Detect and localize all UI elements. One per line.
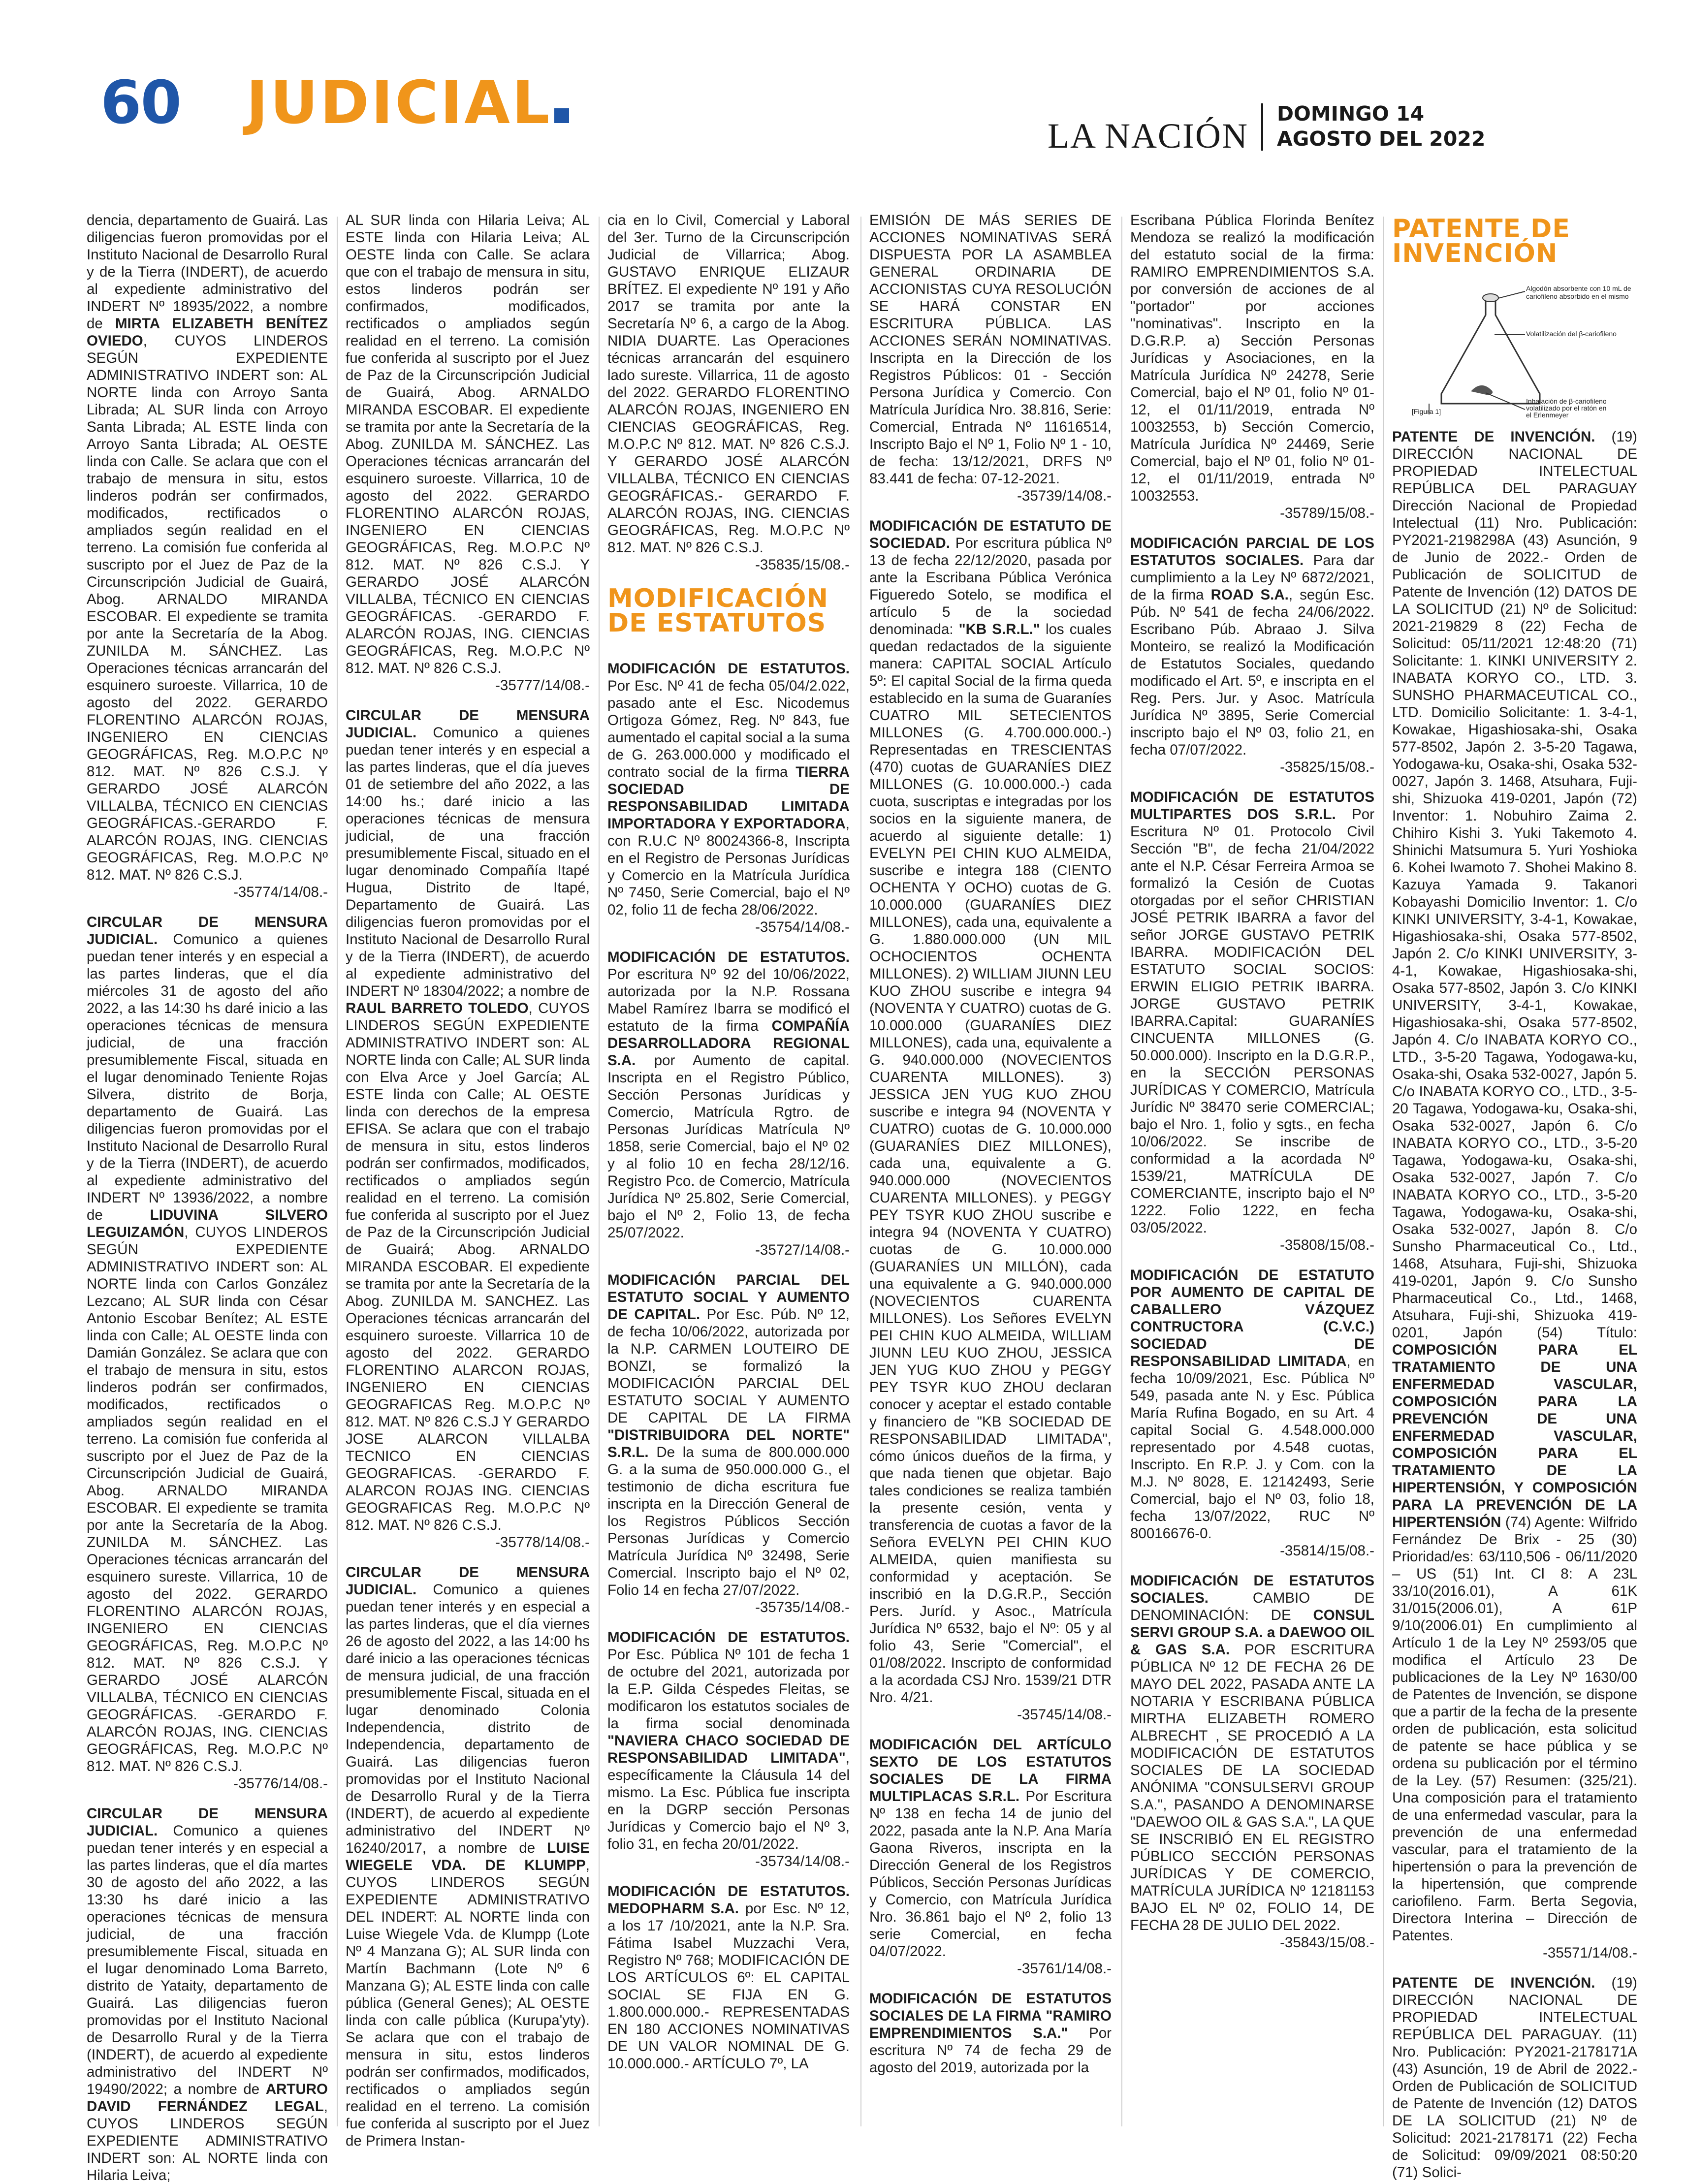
notice-heading: MODIFICACIÓN DE ESTATUTOS.	[607, 661, 850, 677]
notice	[869, 517, 1112, 1723]
notice	[607, 1271, 850, 1616]
notice-text: Por Esc. Púb. Nº 12, de fecha 10/06/2022, autorizada por la N.P. CARMEN LOUTEIRO DE BONZI, se formalizó la MODIFICACIÓN PARCIAL DEL ESTATUTO SOCIAL Y AUMENTO DE CAPITAL DE LA FIRMA	[607, 1306, 850, 1426]
section-header-modificacion: MODIFICACIÓN DE ESTATUTOS	[607, 584, 828, 638]
figure-text-2: cariofileno absorbido en el mismo	[1526, 292, 1629, 300]
figure-text-1: Algodón absorbente con 10 mL de	[1526, 285, 1631, 292]
notice-name: ARTURO DAVID FERNÁNDEZ LEGAL	[87, 2081, 328, 2115]
notice-name: CONSUL SERVI GROUP S.A. a DAEWOO OIL & GAS S.A.	[1130, 1607, 1374, 1658]
notice-text: , en fecha 10/09/2021, Esc. Pública Nº 549, pasada ante N. y Esc. Pública María Rufina Bogado, en su Art. 4 capital Social G. 4.548.000.000 representado por 4.548 cuotas, Inscripto. En R.P. J. y Com. con la M.J. Nº 8028, E. 12142493, Serie Comercial, bajo el Nº 03, folio 18, fecha 13/07/2022, RUC Nº 80016676-0.	[1130, 1353, 1374, 1542]
notice-heading: MODIFICACIÓN DE ESTATUTO DE SOCIEDAD.	[869, 518, 1112, 551]
notice-text: Escribana Pública Florinda Benítez Mendoza se realizó la modificación del estatuto social de la firma: RAMIRO EMPRENDIMIENTOS S.A. por conversión de acciones de al "portador" por acciones "nominativas". Inscripto en la D.G.R.P. a) Sección Personas Jurídicas y Asociaciones, en la Matrícula Jurídica Nº 24278, Serie Comercial, bajo el Nº 01, folio Nº 01-12, el 01/11/2019, entrada Nº 10032553, b) Sección Comercio, Matrícula Jurídica Nº 24469, Serie Comercial, bajo el Nº 01, folio Nº 01-12, el 01/11/2019, entrada Nº 10032553.	[1130, 212, 1374, 504]
column-rule	[860, 217, 861, 2126]
notice-heading: MODIFICACIÓN DE ESTATUTOS MULTIPARTES DOS S.R.L.	[1130, 789, 1374, 823]
notice-heading: PATENTE DE INVENCIÓN.	[1392, 429, 1595, 445]
notice-name: "DISTRIBUIDORA DEL NORTE" S.R.L.	[607, 1427, 850, 1460]
dateline	[1277, 101, 1485, 152]
notice-text: Comunico a quienes puedan tener interés y en especial a las partes linderas, que el día jueves 01 de setiembre del año 2022, a las 14:00 hs.; daré inicio a las operaciones técnicas de mensura judicial, de una fracción presumiblemente Fiscal, situado en el lugar denominado Compañía Itapé Hugua, Distrito de Itapé, Departamento de Guairá. Las diligencias fueron promovidas por el Instituto Nacional de Desarrollo Rural y de la Tierra (INDERT), de acuerdo al expediente administrativo del INDERT Nº 18304/2022; a nombre de	[346, 725, 590, 999]
notice-ref: -35745/14/08.-	[1017, 1707, 1112, 1723]
notice-text: Por escritura Nº 92 del 10/06/2022, autorizada por la N.P. Rossana Mabel Ramírez Ibarra se modificó el estatuto de la firma	[607, 966, 850, 1034]
notice	[1392, 1974, 1637, 2181]
brand-logo: LA NACIÓN	[1048, 116, 1248, 156]
notice	[869, 1990, 1112, 2076]
notice-ref: -35754/14/08.-	[755, 919, 850, 935]
notice-text: Por Esc. Nº 41 de fecha 05/04/2.022, pasado ante el Esc. Nicodemus Ortigoza Gómez, Reg. Nº 843, fue aumentado el capital social a la suma de G. 263.000.000 y modificado el contrato social de la firma	[607, 678, 850, 780]
notice-text: Para dar cumplimiento a la Ley Nº 6872/2021, de la firma	[1130, 552, 1374, 603]
notice	[1130, 535, 1374, 776]
column-1	[87, 212, 328, 2184]
notice	[607, 212, 850, 573]
notice-ref: -35734/14/08.-	[755, 1853, 850, 1869]
notice-heading: CIRCULAR DE MENSURA JUDICIAL.	[346, 1564, 590, 1598]
notice	[87, 212, 328, 901]
notice-heading: CIRCULAR DE MENSURA JUDICIAL.	[87, 1805, 328, 1839]
notice-text: Por Escritura Nº 01. Protocolo Civil Sección "B", de fecha 21/04/2022 ante el N.P. César Ferreira Armoa se formalizó la Cesión de Cuotas otorgadas por el señor CHRISTIAN JOSÉ PETRIK IBARRA a favor del señor JORGE GUSTAVO PETRIK IBARRA. MODIFICACIÓN DEL ESTATUTO SOCIAL SOCIOS: ERWIN ELIGIO PETRIK IBARRA. JORGE GUSTAVO PETRIK IBARRA.Capital: GUARANÍES CINCUENTA MILLONES (G. 50.000.000). Inscripto en la D.G.R.P., en la SECCIÓN PERSONAS JURÍDICAS Y COMERCIO, Matrícula Jurídic Nº 38470 serie COMERCIAL; bajo el Nro. 1, folio y sgts., en fecha 10/06/2022. Se inscribe de conformidad a la acordada Nº 1539/21, MATRÍCULA DE COMERCIANTE, inscripto bajo el Nº 1222. Folio 1222, en fecha 03/05/2022.	[1130, 806, 1374, 1236]
notice	[607, 660, 850, 936]
notice-text: , CUYOS LINDEROS SEGÚN EXPEDIENTE ADMINISTRATIVO INDERT son: AL NORTE linda con Calle; AL SUR linda con Elva Arce y Joel García; AL ESTE linda con Calle; AL OESTE linda con derechos de la empresa EFISA. Se aclara que con el trabajo de mensura in situ, estos linderos podrán ser confirmados, modificados, rectificados o ampliados según realidad en el terreno. La comisión fue conferida al suscripto por el Juez de Paz de la Circunscripción Judicial de Guairá; Abog. ARNALDO MIRANDA ESCOBAR. El expediente se tramita por ante la Secretaría de la Abog. ZUNILDA M. SANCHEZ. Las Operaciones técnicas arrancarán del esquinero suroeste. Villarrica 10 de agosto del 2022. GERARDO FLORENTINO ALARCON ROJAS, INGENIERO EN CIENCIAS GEOGRAFICAS Reg. M.O.P.C Nº 812. MAT. Nº 826 C.S.J Y GERARDO JOSE ALARCON VILLALBA TECNICO EN CIENCIAS GEOGRAFICAS. -GERARDO F. ALARCON ROJAS ING. CIENCIAS GEOGRAFICAS Reg. M.O.P.C Nº 812. MAT. Nº 826 C.S.J.	[346, 1000, 590, 1533]
column-2	[346, 212, 590, 2149]
notice-text: Comunico a quienes puedan tener interés y en especial a las partes linderas, que el día martes 30 de agosto del año 2022, a las 13:30 hs daré inicio a las operaciones técnicas de mensura judicial, de una fracción presumiblemente Fiscal, situada en el lugar denominado Loma Barreto, distrito de Yataity, departamento de Guairá. Las diligencias fueron promovidas por el Instituto Nacional de Desarrollo Rural y de la Tierra (INDERT), de acuerdo al expediente administrativo del INDERT Nº 19490/2022; a nombre de	[87, 1823, 328, 2097]
notice	[607, 1883, 850, 2072]
notice-text: por Aumento de capital. Inscripta en el Registro Público, Sección Personas Jurídicas y Comercio, Matrícula Rgtro. de Personas Jurídicas Matrícula Nº 1858, serie Comercial, bajo el Nº 02 y al folio 10 en fecha 28/12/16. Registro Pco. de Comercio, Matrícula Jurídica Nº 25.802, Serie Comercial, bajo el Nº 2, Folio 13, de fecha 25/07/2022.	[607, 1052, 850, 1241]
notice-text: De la suma de 800.000.000 G. a la suma de 950.000.000 G., el testimonio de dicha escritura fue inscripta en la Dirección General de los Registros Públicos Sección Personas Jurídicas y Comercio Matrícula Jurídica Nº 32498, Serie Comercial. Inscripto bajo el Nº 02, Folio 14 en fecha 27/07/2022.	[607, 1444, 850, 1598]
notice-heading: CIRCULAR DE MENSURA JUDICIAL.	[346, 707, 590, 741]
notice	[346, 707, 590, 1551]
notice-ref: -35735/14/08.-	[755, 1599, 850, 1615]
notice-ref: -35777/14/08.-	[495, 677, 590, 694]
section-header-patente: PATENTE DE INVENCIÓN	[1392, 214, 1570, 268]
notice-ref: -35789/15/08.-	[1280, 505, 1374, 521]
notice-ref: -35814/15/08.-	[1280, 1543, 1374, 1559]
notice-text: , CUYOS LINDEROS SEGÚN EXPEDIENTE ADMINISTRATIVO INDERT son: AL NORTE linda con Arroyo Santa Librada; AL SUR linda con Arroyo Santa Librada; AL ESTE linda con Arroyo Santa Librada; AL OESTE linda con Calle. Se aclara que con el trabajo de mensura in situ, estos linderos podrán ser confirmados, modificados, rectificados o ampliados según realidad en el terreno. La comisión fue conferida al suscripto por el Juez de Paz de la Circunscripción Judicial de Guairá, Abog. ARNALDO MIRANDA ESCOBAR. El expediente se tramita por ante la Secretaría de la Abog. ZUNILDA M. SÁNCHEZ. Las Operaciones técnicas arrancarán del esquinero suroeste. Villarrica, 10 de agosto del 2022. GERARDO FLORENTINO ALARCÓN ROJAS, INGENIERO EN CIENCIAS GEOGRÁFICAS, Reg. M.O.P.C Nº 812. MAT. Nº 826 C.S.J. Y GERARDO JOSÉ ALARCÓN VILLALBA, TÉCNICO EN CIENCIAS GEOGRÁFICAS.-GERARDO F. ALARCÓN ROJAS, ING. CIENCIAS GEOGRÁFICAS, Reg. M.O.P.C Nº 812. MAT. Nº 826 C.S.J.	[87, 333, 328, 883]
notice-text: (19) DIRECCIÓN NACIONAL DE PROPIEDAD INTELECTUAL REPÚBLICA DEL PARAGUAY. (11) Nro. Publicación: PY2021-2178171A (43) Asunción, 19 de Abril de 2022.- Orden de Publicación de SOLICITUD de Patente de Invención (12) DATOS DE LA SOLICITUD (21) Nº de Solicitud: 2021-2178171 (22) Fecha de Solicitud: 09/09/2021 08:50:20 (71) Solici-	[1392, 1975, 1637, 2181]
notice-ref: -35774/14/08.-	[233, 884, 328, 900]
notice-ref: -35761/14/08.-	[1017, 1961, 1112, 1977]
notice-heading: MODIFICACIÓN DE ESTATUTOS.	[607, 1629, 850, 1646]
notice-text: cia en lo Civil, Comercial y Laboral del 3er. Turno de la Circunscripción Judicial de Villarrica; Abog. GUSTAVO ENRIQUE ELIZAUR BRÍTEZ. El expediente Nº 191 y Año 2017 se tramita por ante la Secretaría Nº 6, a cargo de la Abog. NIDIA DUARTE. Las Operaciones técnicas arrancarán del esquinero lado sureste. Villarrica, 11 de agosto del 2022. GERARDO FLORENTINO ALARCÓN ROJAS, INGENIERO EN CIENCIAS GEOGRÁFICAS, Reg. M.O.P.C Nº 812. MAT. Nº 826 C.S.J. Y GERARDO JOSÉ ALARCÓN VILLALBA, TÉCNICO EN CIENCIAS GEOGRÁFICAS.- GERARDO F. ALARCÓN ROJAS, ING. CIENCIAS GEOGRÁFICAS, Reg. M.O.P.C Nº 812. MAT. Nº 826 C.S.J.	[607, 212, 850, 556]
notice-text: , CUYOS LINDEROS SEGÚN EXPEDIENTE ADMINISTRATIVO INDERT son: AL NORTE linda con Carlos González Lezcano; AL SUR linda con César Antonio Escobar Benítez; AL ESTE linda con Calle; AL OESTE linda con Damián González. Se aclara que con el trabajo de mensura in situ, estos linderos podrán ser confirmados, modificados, rectificados o ampliados según realidad en el terreno. La comisión fue conferida al suscripto por el Juez de Paz de la Circunscripción Judicial de Guairá, Abog. ARNALDO MIRANDA ESCOBAR. El expediente se tramita por ante la Secretaría de la Abog. ZUNILDA M. SÁNCHEZ. Las Operaciones técnicas arrancarán del esquinero sureste. Villarrica, 10 de agosto del 2022. GERARDO FLORENTINO ALARCÓN ROJAS, INGENIERO EN CIENCIAS GEOGRÁFICAS, Reg. M.O.P.C Nº 812. MAT. Nº 826 C.S.J. Y GERARDO JOSÉ ALARCÓN VILLALBA, TÉCNICO EN CIENCIAS GEOGRÁFICAS. -GERARDO F. ALARCÓN ROJAS, ING. CIENCIAS GEOGRÁFICAS, Reg. M.O.P.C Nº 812. MAT. Nº 826 C.S.J.	[87, 1224, 328, 1774]
notice-ref: -35808/15/08.-	[1280, 1237, 1374, 1253]
figure-text-3: Volatilización del β-cariofileno	[1526, 330, 1617, 338]
notice	[607, 1629, 850, 1870]
notice-ref: -35843/15/08.-	[1280, 1934, 1374, 1951]
notice	[87, 914, 328, 1792]
masthead-divider	[1261, 103, 1263, 151]
notice-heading: MODIFICACIÓN DE ESTATUTOS SOCIALES DE LA FIRMA "RAMIRO EMPRENDIMIENTOS S.A."	[869, 1991, 1112, 2041]
notice-name: LUISE WIEGELE VDA. DE KLUMPP	[346, 1840, 590, 1873]
notice-text: (19) DIRECCIÓN NACIONAL DE PROPIEDAD INTELECTUAL REPÚBLICA DEL PARAGUAY Dirección Nacional de Propiedad Intelectual (11) Nro. Publicación: PY2021-2198298A (43) Asunción, 9 de Junio de 2022.- Orden de Publicación de SOLICITUD de Patente de Invención (12) DATOS DE LA SOLICITUD (21) Nº de Solicitud: 2021-219829 8 (22) Fecha de Solicitud: 05/11/2021 12:48:20 (71) Solicitante: 1. KINKI UNIVERSITY 2. INABATA KORYO CO., LTD. 3. SUNSHO PHARMACEUTICAL CO., LTD. Domicilio Solicitante: 1. 3-4-1, Kowakae, Higashiosaka-shi, Osaka 577-8502, Japón 2. 3-5-20 Tagawa, Yodogawa-ku, Osaka-shi, Osaka 532-0027, Japón 3. 1468, Atsuhara, Fuji-shi, Shizuoka 419-0201, Japón (72) Inventor: 1. Nobuhiro Zaima 2. Chihiro Kishi 3. Yuki Takemoto 4. Shinichi Matsumura 5. Yuri Yoshioka 6. Kohei Iwamoto 7. Shohei Makino 8. Kazuya Yamada 9. Takanori Kobayashi Domicilio Inventor: 1. C/o KINKI UNIVERSITY, 3-4-1, Kowakae, Higashiosaka-shi, Osaka 577-8502, Japón 2. C/o KINKI UNIVERSITY, 3-4-1, Kowakae, Higashiosaka-shi, Osaka 577-8502, Japón 3. C/o KINKI UNIVERSITY, 3-4-1, Kowakae, Higashiosaka-shi, Osaka 577-8502, Japón 4. C/o INABATA KORYO CO., LTD., 3-5-20 Tagawa, Yodogawa-ku, Osaka-shi, Osaka 532-0027, Japón 5. C/o INABATA KORYO CO., LTD., 3-5-20 Tagawa, Yodogawa-ku, Osaka-shi, Osaka 532-0027, Japón 6. C/o INABATA KORYO CO., LTD., 3-5-20 Tagawa, Yodogawa-ku, Osaka-shi, Osaka 532-0027, Japón 7. C/o INABATA KORYO CO., LTD., 3-5-20 Tagawa, Yodogawa-ku, Osaka-shi, Osaka 532-0027, Japón 8. C/o Sunsho Pharmaceutical Co., Ltd., 1468, Atsuhara, Fuji-shi, Shizuoka 419-0201, Japón 9. C/o Sunsho Pharmaceutical Co., Ltd., 1468, Atsuhara, Fuji-shi, Shizuoka 419-0201, Japón (54) Título:	[1392, 429, 1637, 1341]
notice-text: los cuales quedan redactados de la siguiente manera: CAPITAL SOCIAL Artículo 5º: El capital Social de la firma queda establecido en la suma de Guaraníes CUATRO MIL SETECIENTOS MILLONES (G. 4.700.000.000.-) Representadas en TRESCIENTAS (470) cuotas de GUARANÍES DIEZ MILLONES (G. 10.000.000.-) cada cuota, suscriptas e integradas por los socios en la siguiente manera, de acuerdo al siguiente detalle: 1) EVELYN PEI CHIN KUO ALMEIDA, suscribe e integra 188 (CIENTO OCHENTA Y OCHO) cuotas de G. 10.000.000 (GUARANÍES DIEZ MILLONES), cada una, equivalente a G. 1.880.000.000 (UN MIL OCHOCIENTOS OCHENTA MILLONES). 2) WILLIAM JIUNN LEU KUO ZHOU suscribe e integra 94 (NOVENTA Y CUATRO) cuotas de G. 10.000.000 (GUARANÍES DIEZ MILLONES), cada una, equivalente a G. 940.000.000 (NOVECIENTOS CUARENTA MILLONES). 3) JESSICA JEN YUG KUO ZHOU suscribe e integra 94 (NOVENTA Y CUATRO) cuotas de G. 10.000.000 (GUARANÍES DIEZ MILLONES), cada una, equivalente a G. 940.000.000 (NOVECIENTOS CUARENTA MILLONES). y PEGGY PEY TSYR KUO ZHOU suscribe e integra 94 (NOVENTA Y CUATRO) cuotas de G. 10.000.000 (GUARANÍES UN MILLÓN), cada una equivalente a G. 940.000.000 (NOVECIENTOS CUARENTA MILLONES). Los Señores EVELYN PEI CHIN KUO ALMEIDA, WILLIAM JIUNN LEU KUO ZHOU, JESSICA JEN YUG KUO ZHOU y PEGGY PEY TSYR KUO ZHOU declaran conocer y aceptar el estado contable y financiero de "KB SOCIEDAD DE RESPONSABILIDAD LIMITADA", cómo únicos dueños de la firma, y que nada tienen que objetar. Bajo tales condiciones se realiza también la presente cesión, venta y transferencia de cuotas a favor de la Señora EVELYN PEI CHIN KUO ALMEIDA, quien manifiesta su conformidad y aceptación. Se inscribió en la D.G.R.P., Sección Pers. Juríd. y Asoc., Matrícula Jurídica Nº 6532, bajo el Nº: 05 y al folio 43, Serie "Comercial", el 01/08/2022. Inscripto de conformidad a la acordada CSJ Nro. 1539/21 DTR Nro. 4/21.	[869, 621, 1112, 1706]
notice-text: dencia, departamento de Guairá. Las diligencias fueron promovidas por el Instituto Nacional de Desarrollo Rural y de la Tierra (INDERT), de acuerdo al expediente administrativo del INDERT Nº 18935/2022, a nombre de	[87, 212, 328, 332]
notice-ref: -35776/14/08.-	[233, 1775, 328, 1792]
notice-heading: PATENTE DE INVENCIÓN.	[1392, 1975, 1595, 1991]
dateline-day: DOMINGO 14	[1277, 102, 1425, 126]
column-3	[607, 212, 850, 2126]
notice-text: POR ESCRITURA PÚBLICA Nº 12 DE FECHA 26 DE MAYO DEL 2022, PASADA ANTE LA NOTARIA Y ESCRIBANA PÚBLICA MIRTHA ELIZABETH ROMERO ALBRECHT , SE PROCEDIÓ A LA MODIFICACIÓN DE ESTATUTOS SOCIALES DE LA SOCIEDAD ANÓNIMA "CONSULSERVI GROUP S.A.", PASANDO A DENOMINARSE "DAEWOO OIL & GAS S.A.", LA QUE SE INSCRIBIÓ EN EL REGISTRO PÚBLICO SECCIÓN PERSONAS JURÍDICAS Y DE COMERCIO, MATRÍCULA JURÍDICA Nº 12181153 BAJO EL Nº 02, FOLIO 14, DE FECHA 28 DE JULIO DEL 2022.	[1130, 1642, 1374, 1933]
notice-text: , específicamente la Cláusula 14 del mismo. La Esc. Pública fue inscripta en la DGRP sección Personas Jurídicas y Comercio bajo el Nº 3, folio 31, en fecha 20/01/2022.	[607, 1750, 850, 1852]
notice-name: RAUL BARRETO TOLEDO	[346, 1000, 529, 1016]
notice	[607, 949, 850, 1259]
notice	[869, 1736, 1112, 1977]
notice-heading: MODIFICACIÓN DEL ARTÍCULO SEXTO DE LOS ESTATUTOS SOCIALES DE LA FIRMA MULTIPLACAS S.R.L.	[869, 1737, 1112, 1804]
notice-name: LIDUVINA SILVERO LEGUIZAMÓN	[87, 1207, 328, 1240]
notice-ref: -35835/15/08.-	[755, 557, 850, 573]
notice	[1130, 1572, 1374, 1951]
notice-text: Por escritura Nº 74 de fecha 29 de agosto del 2019, autorizada por la	[869, 2025, 1112, 2076]
column-rule	[1383, 217, 1384, 2126]
notice-heading: MODIFICACIÓN DE ESTATUTO POR AUMENTO DE CAPITAL DE CABALLERO VÁZQUEZ CONTRUCTORA (C.V.C.) SOCIEDAD DE RESPONSABILIDAD LIMITADA	[1130, 1267, 1374, 1369]
notice-name: ROAD S.A.	[1210, 587, 1289, 603]
notice-name: MIRTA ELIZABETH BENÍTEZ OVIEDO	[87, 316, 328, 349]
figure-caption-2: volatilizado por el ratón en	[1526, 404, 1607, 412]
notice	[1130, 1266, 1374, 1559]
notice	[1392, 428, 1637, 1962]
notice	[87, 1805, 328, 2184]
notice-text: , CUYOS LINDEROS SEGÚN EXPEDIENTE ADMINISTRATIVO INDERT son: AL NORTE linda con Hilaria Leiva;	[87, 2098, 328, 2184]
notice-text: Comunico a quienes puedan tener interés y en especial a las partes linderas, que el día viernes 26 de agosto del 2022, a las 14:00 hs daré inicio a las operaciones técnicas de mensura judicial, de una fracción presumiblemente Fiscal, situada en el lugar denominado Colonia Independencia, distrito de Independencia, departamento de Guairá. Las diligencias fueron promovidas por el Instituto Nacional de Desarrollo Rural y de la Tierra (INDERT), de acuerdo al expediente administrativo del INDERT Nº 16240/2017, a nombre de	[346, 1582, 590, 1856]
notice-name: "KB S.R.L."	[958, 621, 1040, 637]
notice-text: , con R.U.C Nº 80024366-8, Inscripta en el Registro de Personas Jurídicas y Comercio en la Matrícula Jurídica Nº 7450, Serie Comercial, bajo el Nº 02, folio 11 de fecha 28/06/2022.	[607, 816, 850, 918]
notice-text: por Esc. Nº 12, a los 17 /10/2021, ante la N.P. Sra. Fátima Isabel Muzzachi Vera, Registro Nº 768; MODIFICACIÓN DE LOS ARTÍCULOS 6º: EL CAPITAL SOCIAL SE FIJA EN G. 1.800.000.000.- REPRESENTADAS EN 180 ACCIONES NOMINATIVAS DE UN VALOR NOMINAL DE G. 10.000.000.- ARTÍCULO 7º, LA	[607, 1900, 850, 2072]
notice-text: , según Esc. Púb. Nº 541 de fecha 24/06/2022. Escribano Púb. Abraao J. Silva Monteiro, se realizó la Modificación de Estatutos Sociales, quedando modificado el Art. 5º, e inscripta en el Reg. Pers. Jur. y Asoc. Matrícula Jurídica Nº 3895, Serie Comercial inscripto bajo el Nº 03, folio 21, en fecha 07/07/2022.	[1130, 587, 1374, 758]
notice-ref: -35727/14/08.-	[755, 1242, 850, 1258]
section-title-text: JUDICIAL	[246, 69, 552, 137]
notice-text: Por escritura pública Nº 13 de fecha 22/12/2020, pasada por ante la Escribana Pública Verónica Figueredo Sotelo, se modifica el artículo 5 de la sociedad denominada:	[869, 535, 1112, 637]
column-rule	[1121, 217, 1122, 2126]
notice-heading: MODIFICACIÓN PARCIAL DE LOS ESTATUTOS SOCIALES.	[1130, 535, 1374, 569]
column-4	[869, 212, 1112, 2126]
column-rule	[599, 217, 600, 2126]
notice-name: COMPAÑÍA DESARROLLADORA REGIONAL S.A.	[607, 1018, 850, 1069]
notice-ref: -35825/15/08.-	[1280, 759, 1374, 775]
figure-caption-1: Inhalación de β-cariofileno	[1526, 397, 1607, 405]
dateline-month: AGOSTO DEL 2022	[1277, 127, 1486, 151]
notice-ref: -35739/14/08.-	[1017, 488, 1112, 504]
notice-ref: -35571/14/08.-	[1543, 1945, 1637, 1961]
column-6	[1392, 214, 1637, 2181]
section-title	[246, 69, 569, 137]
notice-name: TIERRA SOCIEDAD DE RESPONSABILIDAD LIMITADA IMPORTADORA Y EXPORTADORA	[607, 764, 850, 832]
notice-title: COMPOSICIÓN PARA EL TRATAMIENTO DE UNA ENFERMEDAD VASCULAR, COMPOSICIÓN PARA LA PREVENCIÓN DE UNA ENFERMEDAD VASCULAR, COMPOSICIÓN PARA EL TRATAMIENTO DE LA HIPERTENSIÓN, Y COMPOSICIÓN PARA LA PREVENCIÓN DE LA HIPERTENSIÓN	[1392, 1342, 1637, 1530]
notice-heading: MODIFICACIÓN DE ESTATUTOS.	[607, 949, 850, 965]
notice-text: Por Escritura Nº 138 en fecha 14 de junio del 2022, pasada ante la N.P. Ana María Gaona Riveros, inscripta en la Dirección General de los Registros Públicos, Sección Personas Jurídicas y Comercio, con Matrícula Jurídica Nro. 36.861 bajo el Nº 2, folio 13 serie Comercial, en fecha 04/07/2022.	[869, 1788, 1112, 1960]
figure-caption-3: el Erlenmeyer	[1526, 411, 1569, 419]
notice	[1130, 212, 1374, 522]
notice-text: , CUYOS LINDEROS SEGÚN EXPEDIENTE ADMINISTRATIVO DEL INDERT: AL NORTE linda con Luise Wiegele Vda. de Klumpp (Lote Nº 4 Manzana G); AL SUR linda con Martín Bachmann (Lote Nº 6 Manzana G); AL ESTE linda con calle pública (General Genes); AL OESTE linda con calle pública (Kurupa'yty). Se aclara que con el trabajo de mensura in situ, estos linderos podrán ser confirmados, modificados, rectificados o ampliados según realidad en el terreno. La comisión fue conferida al suscripto por el Juez de Primera Instan-	[346, 1857, 590, 2149]
section-dot-icon	[554, 108, 569, 123]
column-5	[1130, 212, 1374, 2126]
notice-heading: CIRCULAR DE MENSURA JUDICIAL.	[87, 914, 328, 948]
notice-text: Comunico a quienes puedan tener interés y en especial a las partes linderas, que el día miércoles 31 de agosto del año 2022, a las 14:30 hs daré inicio a las operaciones técnicas de mensura judicial, de una fracción presumiblemente Fiscal, situada en el lugar denominado Teniente Rojas Silvera, distrito de Borja, departamento de Guairá. Las diligencias fueron promovidas por el Instituto Nacional de Desarrollo Rural y de la Tierra (INDERT), de acuerdo al expediente administrativo del INDERT Nº 13936/2022, a nombre de	[87, 931, 328, 1223]
notice-text: CAMBIO DE DENOMINACIÓN: DE	[1130, 1590, 1374, 1623]
notice	[869, 212, 1112, 505]
notice-text: (74) Agente: Wilfrido Fernández De Brix - 25 (30) Prioridad/es: 63/110,506 - 06/11/2020 – US (51) Int. Cl 8: A 23L 33/10(2016.01), A 61K 31/015(2006.01), A 61P 9/10(2006.01) En cumplimiento al Artículo 1 de la Ley Nº 2593/05 que modifica el Artículo 23 De publicaciones de la Ley Nº 1630/00 de Patentes de Invención, se dispone que a partir de la fecha de la presente orden de publicación, esta solicitud de patente se hace pública y se ordena su publicación por el término de la Ley. (57) Resumen: (325/21). Una composición para el tratamiento de una enfermedad vascular, para la prevención de una enfermedad vascular, para el tratamiento de la hipertensión o para la prevención de la hipertensión, que comprende cariofileno. Farm. Berta Segovia, Directora Interina – Dirección de Patentes.	[1392, 1514, 1637, 1944]
notice-heading: MODIFICACIÓN PARCIAL DEL ESTATUTO SOCIAL Y AUMENTO DE CAPITAL.	[607, 1272, 850, 1323]
notice-heading: MODIFICACIÓN DE ESTATUTOS SOCIALES.	[1130, 1573, 1374, 1606]
page-number: 60	[100, 69, 181, 137]
figure-label: [Figura 1]	[1412, 408, 1441, 415]
notice-ref: -35778/14/08.-	[495, 1534, 590, 1551]
column-rule	[337, 217, 338, 2126]
notice-text: AL SUR linda con Hilaria Leiva; AL ESTE linda con Hilaria Leiva; AL OESTE linda con Calle. Se aclara que con el trabajo de mensura in situ, estos linderos podrán ser confirmados, modificados, rectificados o ampliados según realidad en el terreno. La comisión fue conferida al suscripto por el Juez de Paz de la Circunscripción Judicial de Guairá, Abog. ARNALDO MIRANDA ESCOBAR. El expediente se tramita por ante la Secretaría de la Abog. ZUNILDA M. SÁNCHEZ. Las Operaciones técnicas arrancarán del esquinero suroeste. Villarrica, 10 de agosto del 2022. GERARDO FLORENTINO ALARCÓN ROJAS, INGENIERO EN CIENCIAS GEOGRÁFICAS, Reg. M.O.P.C Nº 812. MAT. Nº 826 C.S.J. Y GERARDO JOSÉ ALARCÓN VILLALBA, TÉCNICO EN CIENCIAS GEOGRÁFICAS. -GERARDO F. ALARCÓN ROJAS, ING. CIENCIAS GEOGRÁFICAS, Reg. M.O.P.C Nº 812. MAT. Nº 826 C.S.J.	[346, 212, 590, 676]
notice-text: EMISIÓN DE MÁS SERIES DE ACCIONES NOMINATIVAS SERÁ DISPUESTA POR LA ASAMBLEA GENERAL ORDINARIA DE ACCIONISTAS CUYA RESOLUCIÓN SE HARÁ CONSTAR EN ESCRITURA PÚBLICA. LAS ACCIONES SERÁN NOMINATIVAS. Inscripta en la Dirección de los Registros Públicos: 01 - Sección Persona Jurídica y Comercio. Con Matrícula Jurídica Nro. 38.816, Serie: Comercial, Entrada Nº 11616514, Inscripto Bajo el Nº 1, Folio Nº 1 - 10, de fecha: 13/12/2021, DRFS Nº 83.441 de fecha: 07-12-2021.	[869, 212, 1112, 487]
notice	[346, 212, 590, 694]
notice	[1130, 789, 1374, 1254]
notice-name: "NAVIERA CHACO SOCIEDAD DE RESPONSABILIDAD LIMITADA"	[607, 1733, 850, 1766]
notice-text: Por Esc. Pública Nº 101 de fecha 1 de octubre del 2021, autorizada por la E.P. Gilda Céspedes Fleitas, se modificaron los estatutos sociales de la firma social denominada	[607, 1646, 850, 1732]
notice	[346, 1564, 590, 2150]
patent-figure	[1412, 281, 1631, 419]
notice-heading: MODIFICACIÓN DE ESTATUTOS. MEDOPHARM S.A.	[607, 1883, 850, 1917]
